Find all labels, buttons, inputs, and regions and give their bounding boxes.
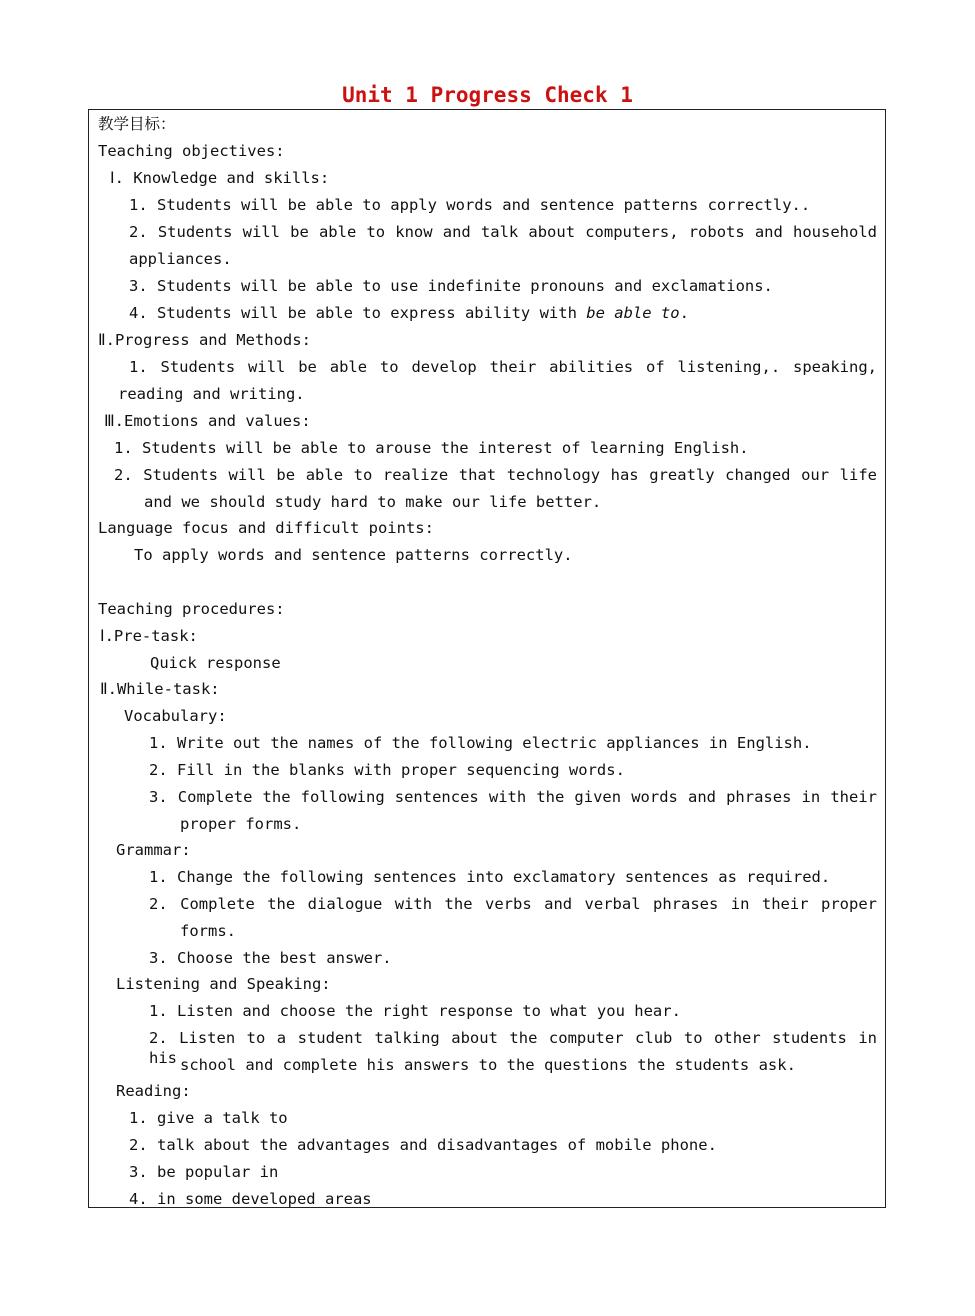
section-heading-objectives: Teaching objectives:	[98, 142, 285, 160]
grammar-item-3: 3. Choose the best answer.	[149, 949, 392, 967]
emotion-item-2-cont: and we should study hard to make our life better.	[144, 493, 602, 511]
subheading-knowledge-skills: Ⅰ. Knowledge and skills:	[110, 169, 330, 187]
subheading-reading: Reading:	[116, 1082, 191, 1100]
objective-item-3: 3. Students will be able to use indefinite pronouns and exclamations.	[129, 277, 773, 295]
vocabulary-item-1: 1. Write out the names of the following electric appliances in English.	[149, 734, 812, 752]
subheading-listening-speaking: Listening and Speaking:	[116, 975, 331, 993]
objective-item-4-emphasis: be able to	[586, 304, 680, 322]
objective-item-4-period: .	[679, 304, 689, 322]
listening-item-1: 1. Listen and choose the right response to what you hear.	[149, 1002, 681, 1020]
reading-item-3: 3. be popular in	[129, 1163, 279, 1181]
objective-item-2: 2. Students will be able to know and talk about computers, robots and household	[129, 223, 877, 241]
subheading-while-task: Ⅱ.While-task:	[100, 680, 220, 698]
vocabulary-item-2: 2. Fill in the blanks with proper sequencing words.	[149, 761, 625, 779]
subheading-emotions-values: Ⅲ.Emotions and values:	[104, 412, 311, 430]
grammar-item-2-cont: forms.	[180, 922, 236, 940]
document-title: Unit 1 Progress Check 1	[342, 83, 633, 107]
reading-item-4: 4. in some developed areas	[129, 1190, 372, 1208]
progress-item-1-cont: reading and writing.	[118, 385, 305, 403]
subheading-vocabulary: Vocabulary:	[124, 707, 227, 725]
subheading-pre-task: Ⅰ.Pre-task:	[100, 627, 198, 645]
section-heading-objectives-cn: 教学目标：	[98, 115, 176, 133]
reading-item-2: 2. talk about the advantages and disadvantages of mobile phone.	[129, 1136, 717, 1154]
section-heading-procedures: Teaching procedures:	[98, 600, 285, 618]
emotion-item-1: 1. Students will be able to arouse the interest of learning English.	[114, 439, 749, 457]
emotion-item-2: 2. Students will be able to realize that technology has greatly changed our life	[114, 466, 877, 484]
listening-item-2-cont: school and complete his answers to the questions the students ask.	[180, 1056, 796, 1074]
progress-item-1: 1. Students will be able to develop their abilities of listening,. speaking,	[129, 358, 877, 376]
listening-item-2: 2. Listen to a student talking about the computer club to other students in his	[149, 1029, 877, 1067]
objective-item-2-cont: appliances.	[129, 250, 232, 268]
grammar-item-1: 1. Change the following sentences into exclamatory sentences as required.	[149, 868, 831, 886]
pre-task-item: Quick response	[150, 654, 281, 672]
reading-item-1: 1. give a talk to	[129, 1109, 288, 1127]
subheading-progress-methods: Ⅱ.Progress and Methods:	[98, 331, 311, 349]
objective-item-4-text: 4. Students will be able to express ability with	[129, 304, 587, 322]
subheading-grammar: Grammar:	[116, 841, 191, 859]
language-focus-text: To apply words and sentence patterns correctly.	[134, 546, 573, 564]
grammar-item-2: 2. Complete the dialogue with the verbs and verbal phrases in their proper	[149, 895, 877, 913]
objective-item-4	[129, 303, 689, 323]
section-heading-language-focus: Language focus and difficult points:	[98, 519, 434, 537]
vocabulary-item-3: 3. Complete the following sentences with the given words and phrases in their	[149, 788, 877, 806]
objective-item-1: 1. Students will be able to apply words and sentence patterns correctly..	[129, 196, 811, 214]
vocabulary-item-3-cont: proper forms.	[180, 815, 302, 833]
